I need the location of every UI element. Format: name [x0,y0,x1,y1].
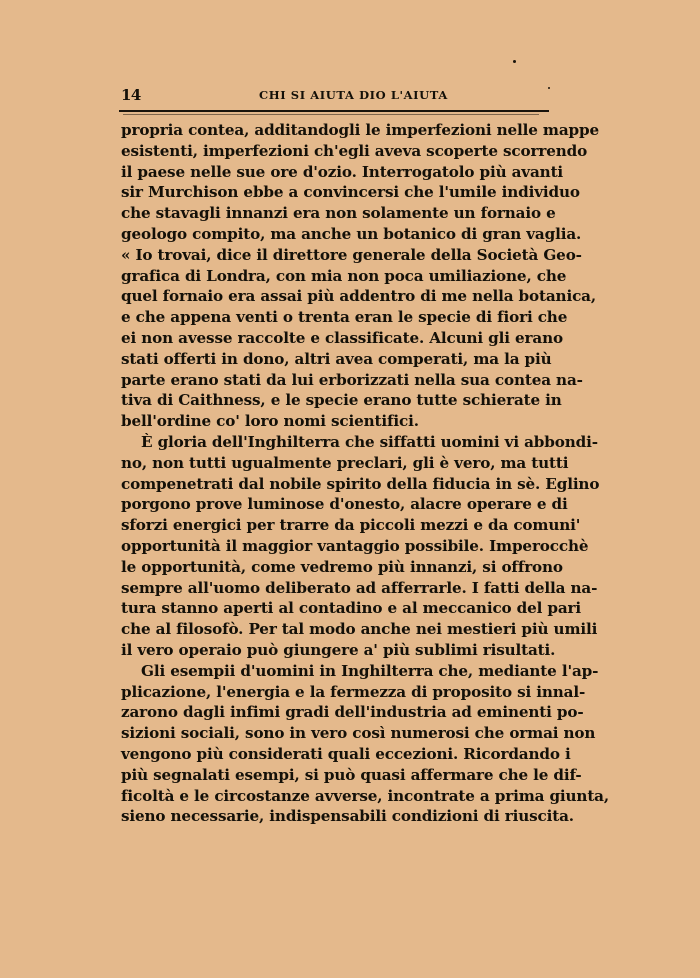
text-line: le opportunità, come vedremo più innanzi, si offrono [121,557,563,576]
header-rule [119,110,549,112]
text-line: vengono più considerati quali eccezioni. Ricordando i [121,744,571,763]
text-line: grafica di Londra, con mia non poca umiliazione, che [121,266,567,285]
text-line: Gli esempii d'uomini in Inghilterra che, mediante l'ap- [141,661,599,680]
text-line: propria contea, additandogli le imperfezioni nelle mappe [121,121,599,139]
text-line: e che appena venti o trenta eran le specie di fiori che [121,308,568,327]
body-text [121,120,610,827]
text-line: porgono prove luminose d'onesto, alacre operare e di [121,495,568,514]
text-line: che stavagli innanzi era non solamente un fornaio e [121,204,556,223]
text-line: sir Murchison ebbe a convincersi che l'umile individuo [121,183,580,202]
text-line: quel fornaio era assai più addentro di me nella botanica, [121,287,596,306]
page-number: 14 [121,86,141,104]
text-line: opportunità il maggior vantaggio possibile. Imperocchè [121,536,589,555]
text-line: ficoltà e le circostanze avverse, incontrate a prima giunta, [121,786,610,805]
text-line: sieno necessarie, indispensabili condizioni di riuscita. [121,807,574,826]
page-header [121,86,549,106]
running-head: CHI SI AIUTA DIO L'AIUTA [259,88,448,102]
text-line: sempre all'uomo deliberato ad afferrarle. I fatti della na- [121,578,598,597]
text-line: bell'ordine co' loro nomi scientifici. [121,412,419,431]
text-line: plicazione, l'energia e la fermezza di proposito si innal- [121,682,586,701]
text-line: il paese nelle sue ore d'ozio. Interrogatolo più avanti [121,162,564,181]
text-line: compenetrati dal nobile spirito della fiducia in sè. Eglino [121,474,600,493]
text-line: che al filosofò. Per tal modo anche nei mestieri più umili [121,620,598,639]
text-line: È gloria dell'Inghilterra che siffatti uomini vi abbondi- [141,432,598,451]
text-line: sizioni sociali, sono in vero così numerosi che ormai non [121,724,596,743]
text-line: tiva di Caithness, e le specie erano tutte schierate in [121,391,562,410]
text-line: ei non avesse raccolte e classificate. Alcuni gli erano [121,328,563,347]
text-line: tura stanno aperti al contadino e al meccanico del pari [121,599,582,618]
text-line: zarono dagli infimi gradi dell'industria ad eminenti po- [121,703,584,722]
text-line: più segnalati esempi, si può quasi affermare che le dif- [121,765,582,784]
text-line: « Io trovai, dice il direttore generale della Società Geo- [121,245,582,264]
ink-speck [513,60,516,63]
text-line: stati offerti in dono, altri avea comperati, ma la più [121,349,552,368]
header-rule-thin [123,114,539,115]
text-line: no, non tutti ugualmente preclari, gli è vero, ma tutti [121,453,569,472]
text-line: sforzi energici per trarre da piccoli mezzi e da comuni' [121,516,581,535]
text-line: geologo compito, ma anche un botanico di gran vaglia. [121,224,582,243]
text-line: parte erano stati da lui erborizzati nella sua contea na- [121,370,583,389]
text-line: esistenti, imperfezioni ch'egli aveva scoperte scorrendo [121,141,588,160]
text-line: il vero operaio può giungere a' più sublimi risultati. [121,640,556,659]
